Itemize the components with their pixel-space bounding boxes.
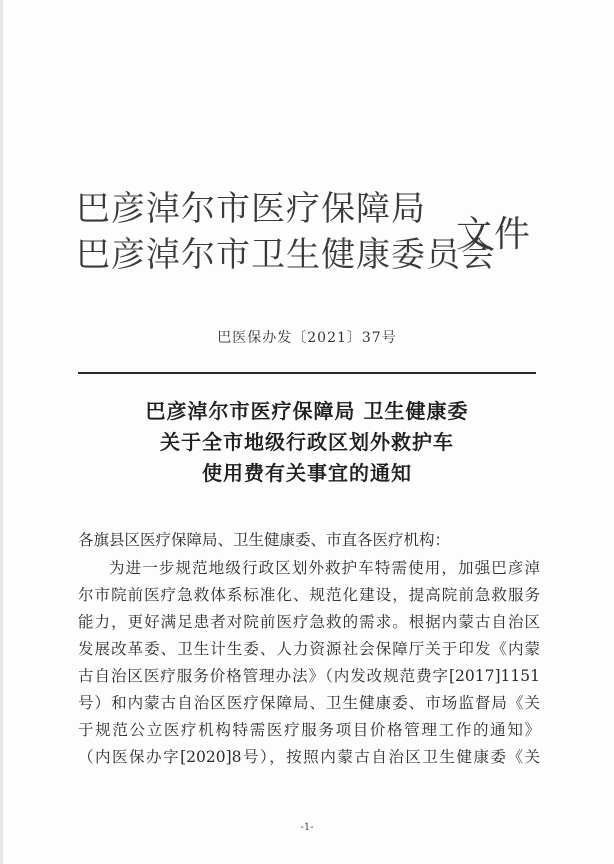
body-line: 号）和内蒙古自治区医疗保障局、卫生健康委、市场监督局《关 [78,694,540,712]
body-line: 能力，更好满足患者对院前医疗急救的需求。根据内蒙古自治区 [78,613,540,631]
body-line: 为进一步规范地级行政区划外救护车特需使用，加强巴彦淖 [109,559,540,577]
issuer-suffix: 文件 [456,214,533,255]
title-line-3: 使用费有关事宜的通知 [202,461,412,485]
body-line: 尔市院前医疗急救体系标准化、规范化建设，提高院前急救服务 [78,586,540,604]
body-text [78,555,540,771]
issuer-name-1: 巴彦淖尔市医疗保障局 [76,189,426,229]
body-line: 发展改革委、卫生计生委、人力资源社会保障厅关于印发《内蒙 [78,640,540,658]
header-divider [78,372,536,374]
page-number: -1- [300,822,314,833]
body-line: 于规范公立医疗机构特需医疗服务项目价格管理工作的通知》 [78,721,540,739]
body-line: （内医保办字[2020]8号），按照内蒙古自治区卫生健康委《关 [78,748,540,766]
document-title [0,396,614,489]
document-number: 巴医保办发〔2021〕37号 [217,330,397,346]
title-line-2: 关于全市地级行政区划外救护车 [160,430,454,454]
body-line: 古自治区医疗服务价格管理办法》（内发改规范费字[2017]1151 [78,667,540,685]
issuer-name-2: 巴彦淖尔市卫生健康委员会 [76,235,496,275]
title-line-1: 巴彦淖尔市医疗保障局 卫生健康委 [145,399,469,423]
addressee: 各旗县区医疗保障局、卫生健康委、市直各医疗机构： [78,531,451,549]
